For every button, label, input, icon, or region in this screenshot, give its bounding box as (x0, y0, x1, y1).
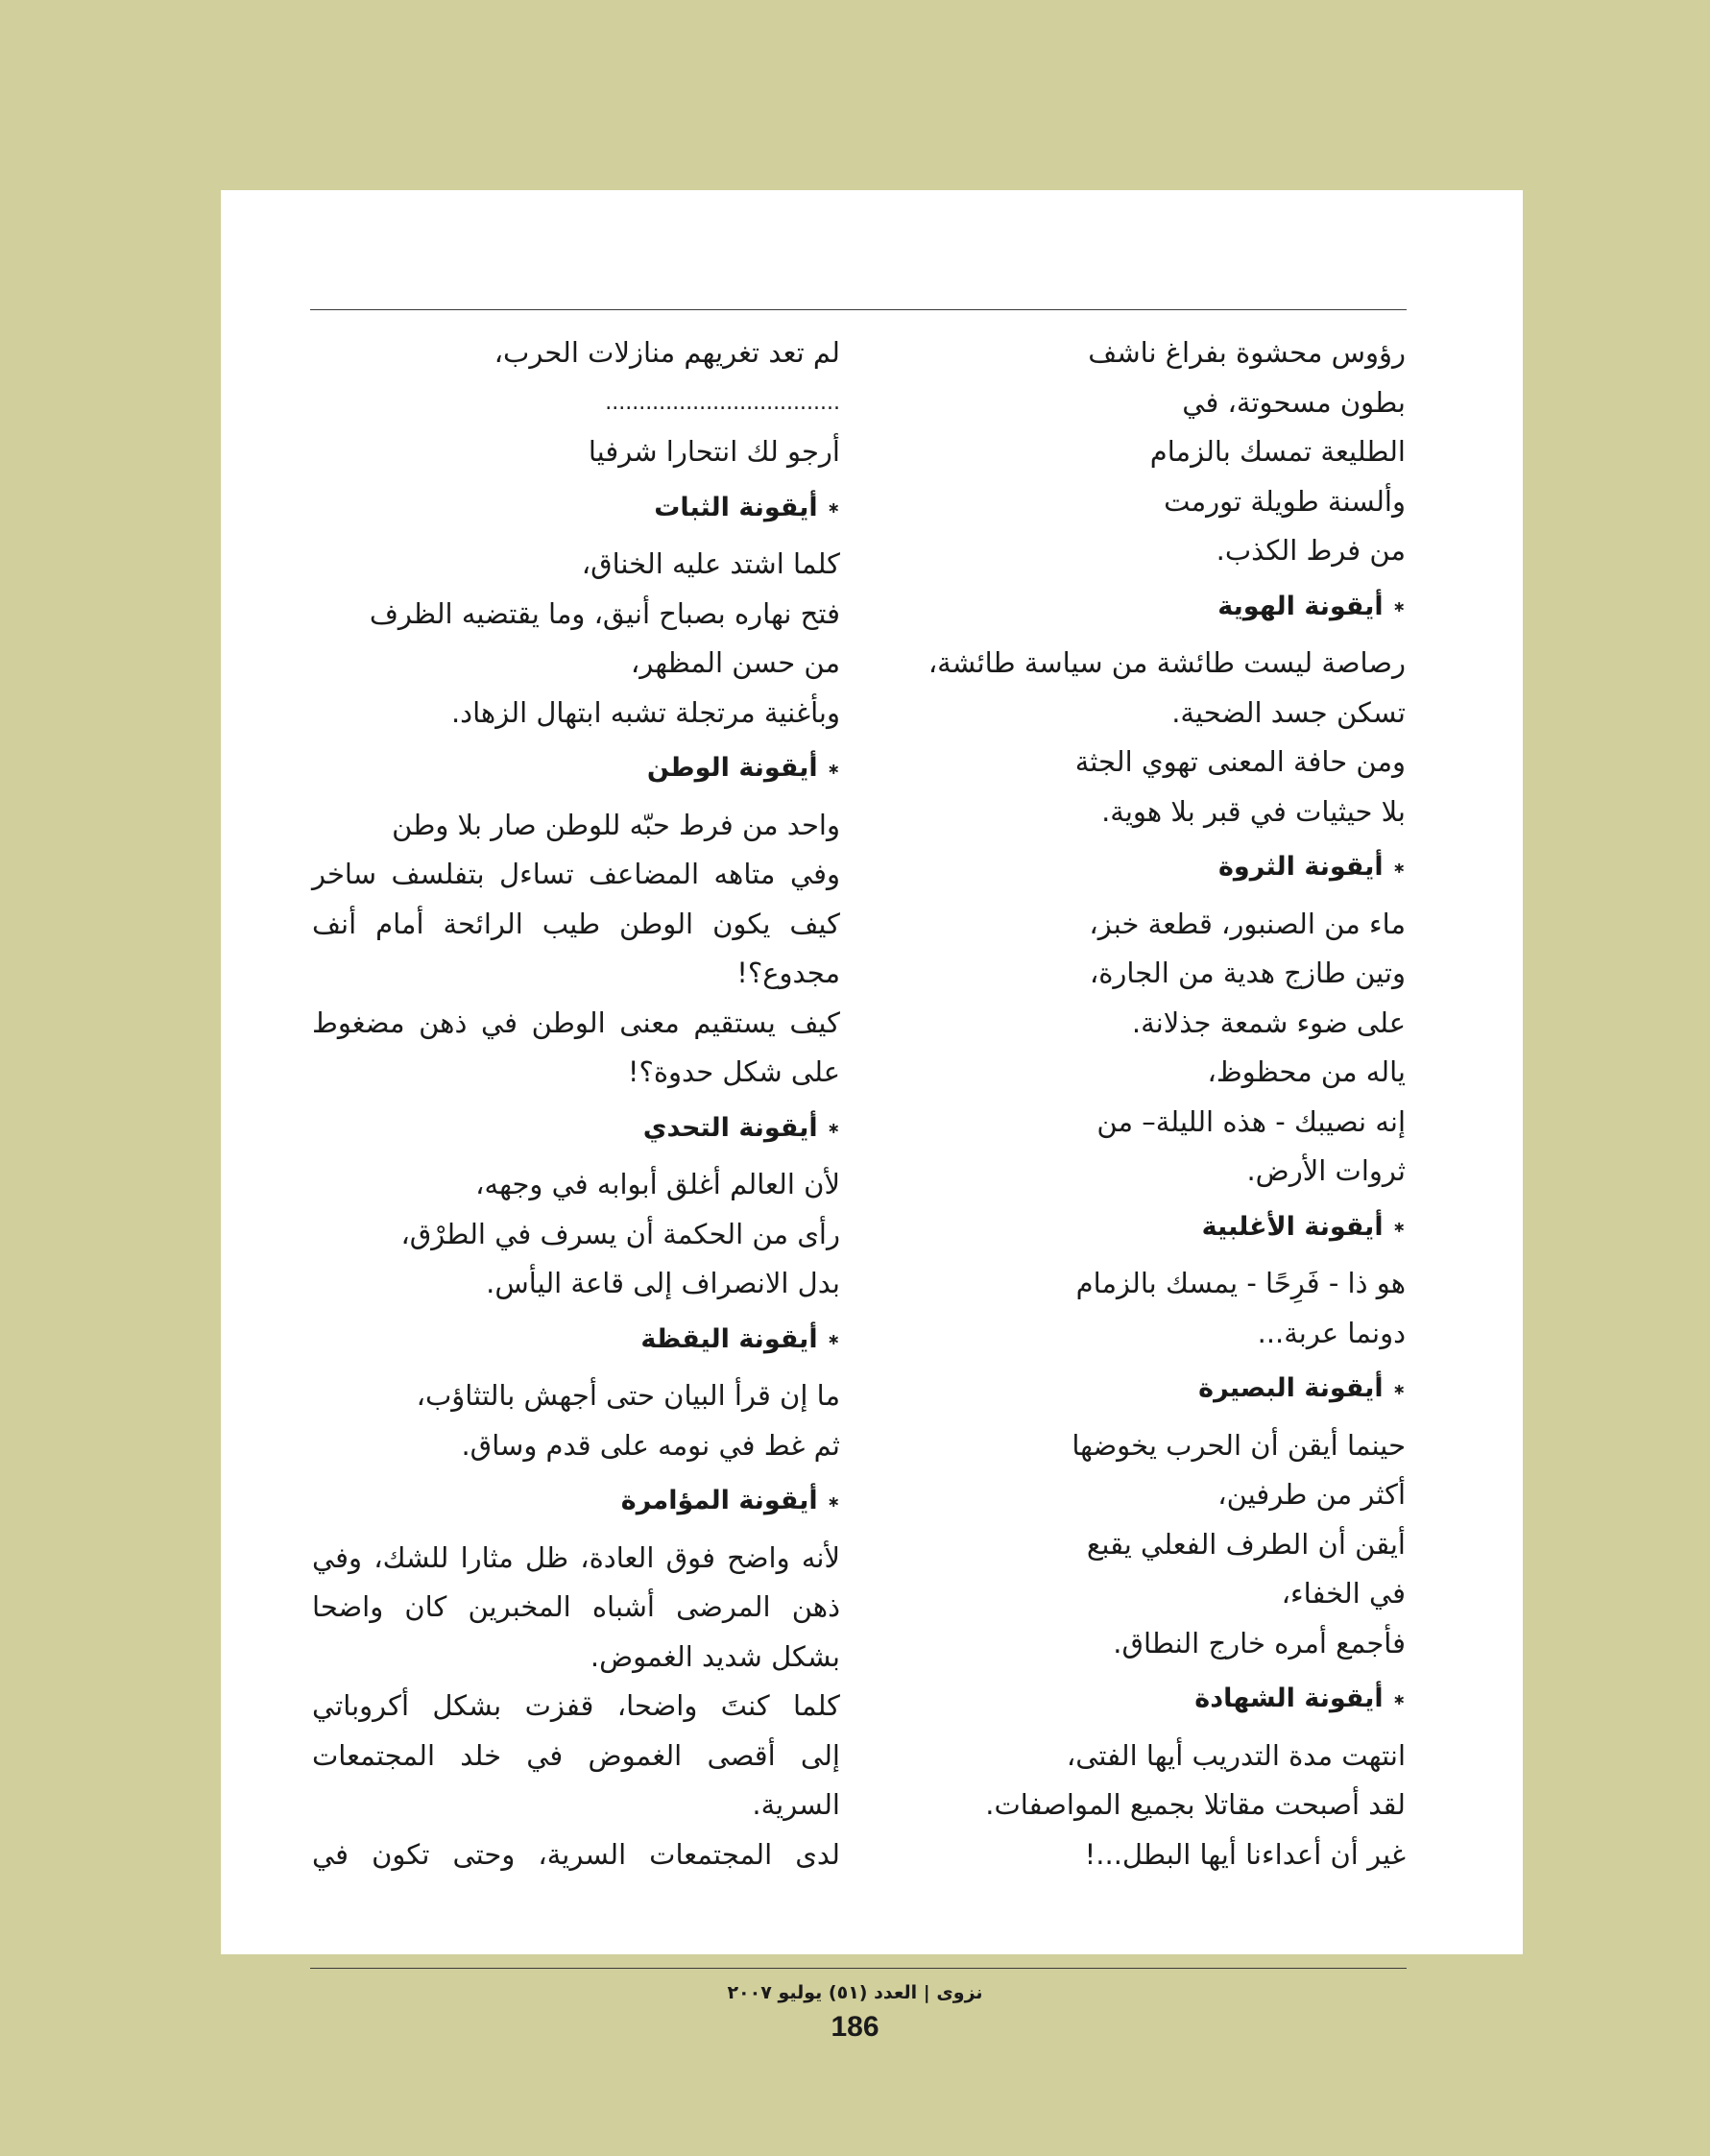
bullet-icon: ∗ (827, 1491, 840, 1511)
section-heading-text: أيقونة الوطن (646, 753, 818, 783)
text-line: أكثر من طرفين، (1217, 1478, 1406, 1511)
text-line: لأنه واضح فوق العادة، ظل مثارا للشك، وفي (312, 1540, 840, 1574)
left-column (312, 328, 840, 1879)
text-line: هو ذا - فَرِحًا - يمسك بالزمام (1075, 1267, 1406, 1299)
issue-info: نزوى | العدد (٥١) يوليو ٢٠٠٧ (727, 1982, 983, 2003)
text-line: لقد أصبحت مقاتلا بجميع المواصفات. (985, 1788, 1406, 1821)
text-line: ماء من الصنبور، قطعة خبز، (1089, 907, 1406, 940)
section-heading (868, 842, 1406, 892)
section-heading-text: أيقونة اليقظة (640, 1323, 818, 1354)
bullet-icon: ∗ (827, 1119, 840, 1138)
section-heading (868, 1364, 1406, 1414)
text-line: على شكل حدوة؟! (627, 1055, 840, 1088)
text-line: ثم غط في نومه على قدم وساق. (461, 1428, 840, 1462)
text-line: كلما كنتَ واضحا، قفزت بشكل أكروباتي (312, 1689, 840, 1722)
bullet-icon: ∗ (1392, 1689, 1406, 1708)
section-heading (312, 1103, 840, 1153)
text-line: ومن حافة المعنى تهوي الجثة (1074, 745, 1406, 778)
text-line: على ضوء شمعة جذلانة. (1131, 1005, 1406, 1039)
text-line: وتين طازج هدية من الجارة، (1089, 957, 1406, 989)
text-line: أرجو لك انتحارا شرفيا (588, 435, 840, 468)
text-line: فتح نهاره بصباح أنيق، وما يقتضيه الظرف (369, 596, 840, 630)
page-number: 186 (831, 2011, 879, 2043)
section-heading (312, 743, 840, 793)
bullet-icon: ∗ (827, 498, 840, 518)
text-line: بطون مسحوتة، في (1182, 385, 1406, 419)
text-line: حينما أيقن أن الحرب يخوضها (1072, 1428, 1406, 1462)
bullet-icon: ∗ (1392, 1218, 1406, 1237)
bullet-icon: ∗ (1392, 1379, 1406, 1398)
section-heading-text: أيقونة الهوية (1217, 591, 1384, 621)
text-line: إنه نصيبك - هذه الليلة– من (1096, 1104, 1406, 1138)
section-heading (312, 1315, 840, 1365)
text-line: بدل الانصراف إلى قاعة اليأس. (486, 1267, 840, 1299)
section-heading-text: أيقونة الشهادة (1194, 1684, 1384, 1713)
ellipsis-separator: ................................... (605, 390, 840, 415)
section-heading (868, 1202, 1406, 1252)
text-line: لم تعد تغريهم منازلات الحرب، (494, 336, 840, 369)
top-rule (310, 309, 1407, 310)
text-line: رؤوس محشوة بفراغ ناشف (1088, 336, 1406, 369)
section-heading (868, 582, 1406, 632)
section-heading (312, 1476, 840, 1526)
text-line: ثروات الأرض. (1246, 1154, 1406, 1187)
section-heading-text: أيقونة الثروة (1217, 852, 1384, 882)
section-heading-text: أيقونة الأغلبية (1201, 1211, 1384, 1242)
text-line: في الخفاء، (1281, 1577, 1406, 1610)
text-line: مجدوع؟! (736, 957, 840, 989)
right-column (868, 328, 1406, 1879)
text-line: رصاصة ليست طائشة من سياسة طائشة، (927, 646, 1406, 679)
bottom-rule (310, 1968, 1407, 1969)
text-line: السرية. (752, 1788, 840, 1821)
section-heading (868, 1674, 1406, 1724)
text-line: وفي متاهه المضاعف تساءل بتفلسف ساخر (312, 858, 840, 890)
text-line: ذهن المرضى أشباه المخبرين كان واضحا (312, 1590, 840, 1623)
text-line: بشكل شديد الغموض. (590, 1639, 840, 1673)
section-heading (312, 483, 840, 533)
text-line: تسكن جسد الضحية. (1171, 695, 1406, 729)
text-line: لأن العالم أغلق أبوابه في وجهه، (475, 1168, 840, 1200)
text-line: بلا حيثيات في قبر بلا هوية. (1101, 794, 1406, 828)
text-line: لدى المجتمعات السرية، وحتى تكون في (312, 1837, 840, 1871)
text-line: كيف يستقيم معنى الوطن في ذهن مضغوط (312, 1005, 840, 1039)
text-line: فأجمع أمره خارج النطاق. (1113, 1626, 1406, 1659)
text-line: غير أن أعداءنا أيها البطل...! (1084, 1837, 1406, 1871)
text-line: من فرط الكذب. (1216, 534, 1406, 567)
text-line: أيقن أن الطرف الفعلي يقبع (1086, 1527, 1406, 1561)
bullet-icon: ∗ (827, 759, 840, 778)
text-line: ما إن قرأ البيان حتى أجهش بالتثاؤب، (416, 1379, 840, 1412)
text-line: إلى أقصى الغموض في خلد المجتمعات (312, 1738, 840, 1772)
section-heading-text: أيقونة التحدي (642, 1112, 818, 1143)
bullet-icon: ∗ (1392, 858, 1406, 877)
section-heading-text: أيقونة المؤامرة (620, 1486, 818, 1515)
text-line: دونما عربة... (1257, 1316, 1406, 1349)
text-line: انتهت مدة التدريب أيها الفتى، (1066, 1738, 1406, 1772)
text-line: وبأغنية مرتجلة تشبه ابتهال الزهاد. (450, 695, 840, 729)
section-heading-text: أيقونة الثبات (654, 492, 818, 522)
section-heading-text: أيقونة البصيرة (1198, 1373, 1384, 1403)
text-line: الطليعة تمسك بالزمام (1149, 435, 1406, 468)
text-line: ياله من محظوظ، (1207, 1055, 1406, 1088)
bullet-icon: ∗ (1392, 597, 1406, 617)
text-line: واحد من فرط حبّه للوطن صار بلا وطن (392, 808, 840, 841)
text-line: كيف يكون الوطن طيب الرائحة أمام أنف (312, 907, 840, 940)
text-line: رأى من الحكمة أن يسرف في الطرْق، (400, 1217, 840, 1250)
text-line: من حسن المظهر، (630, 646, 840, 679)
text-line: وألسنة طويلة تورمت (1164, 484, 1406, 518)
text-line: كلما اشتد عليه الخناق، (581, 547, 840, 580)
bullet-icon: ∗ (827, 1330, 840, 1349)
